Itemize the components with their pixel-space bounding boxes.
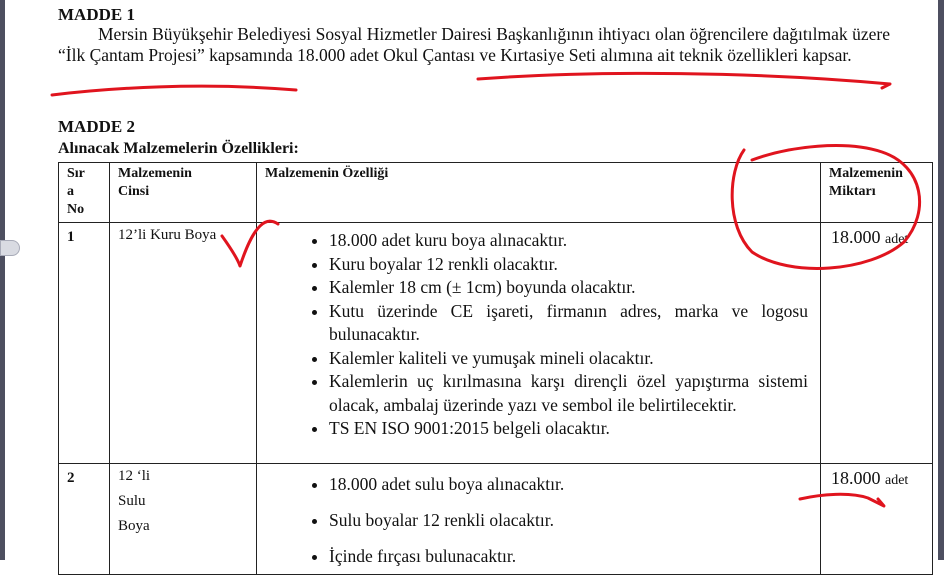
feature-item: • Kuru boyalar 12 renkli olacaktır. [329, 253, 808, 277]
row-features [257, 223, 821, 464]
row-number: 2 [59, 464, 110, 575]
table-row [59, 464, 933, 575]
row-kind-line: 12 ‘li [118, 468, 151, 484]
row-number: 1 [59, 223, 110, 464]
header-kind [110, 163, 257, 223]
madde1-text: Mersin Büyükşehir Belediyesi Sosyal Hizmetler Dairesi Başkanlığının ihtiyacı olan öğrencilere dağıtılmak üzere “İlk Çantam Projesi” kapsamında 18.000 adet Okul Çantası ve Kırtasiye Seti alımına ait teknik özellikleri kapsar. [58, 24, 890, 65]
header-no-line: a [67, 184, 74, 199]
feature-item: • Kalemler kaliteli ve yumuşak mineli olacaktır. [329, 347, 808, 371]
header-no-line: Sır [67, 166, 85, 181]
table-row [59, 223, 933, 464]
madde1-heading: MADDE 1 [58, 5, 135, 24]
row-kind-line: Boya [118, 518, 150, 534]
row-features [257, 464, 821, 575]
quantity-unit: adet [885, 473, 909, 488]
header-quantity [821, 163, 933, 223]
underline-stroke [478, 73, 890, 88]
header-kind-line: Cinsi [118, 184, 150, 199]
quantity-value: 18.000 [831, 468, 881, 488]
madde2-subheading: Alınacak Malzemelerin Özellikleri: [58, 140, 299, 157]
feature-item: • Kalemlerin uç kırılmasına karşı dirençli özel yapıştırma sistemi olacak, ambalaj üzerinde yazı ve sembol ile belirtilecektir. [329, 370, 808, 417]
header-no [59, 163, 110, 223]
feature-item: • İçinde fırçası bulunacaktır. [329, 538, 808, 574]
madde1-paragraph [58, 24, 890, 66]
feature-item: • Kalemler 18 cm (± 1cm) boyunda olacaktır. [329, 276, 808, 300]
binder-hole [0, 240, 20, 256]
underline-stroke [52, 86, 296, 95]
feature-item: • Sulu boyalar 12 renkli olacaktır. [329, 502, 808, 538]
header-feature: Malzemenin Özelliği [257, 163, 821, 223]
row-quantity [821, 223, 933, 464]
row-kind: 12’li Kuru Boya [110, 223, 257, 464]
feature-item: • Kutu üzerinde CE işareti, firmanın adres, marka ve logosu bulunacaktır. [329, 300, 808, 347]
header-no-line: No [67, 202, 85, 217]
page-edge-left [0, 0, 5, 560]
madde2-heading: MADDE 2 [58, 117, 135, 136]
page-edge-right [938, 0, 944, 560]
table-header-row [59, 163, 933, 223]
row-kind-line: Sulu [118, 493, 146, 509]
header-kind-line: Malzemenin [118, 166, 192, 181]
feature-item: • 18.000 adet sulu boya alınacaktır. [329, 466, 808, 502]
quantity-value: 18.000 [831, 227, 881, 247]
row-quantity [821, 464, 933, 575]
feature-item: • TS EN ISO 9001:2015 belgeli olacaktır. [329, 417, 808, 441]
row-kind [110, 464, 257, 575]
materials-table [58, 162, 933, 575]
quantity-unit: adet [885, 232, 909, 247]
header-quantity-line: Malzemenin [829, 166, 903, 181]
header-quantity-line: Miktarı [829, 184, 876, 199]
feature-item: • 18.000 adet kuru boya alınacaktır. [329, 229, 808, 253]
